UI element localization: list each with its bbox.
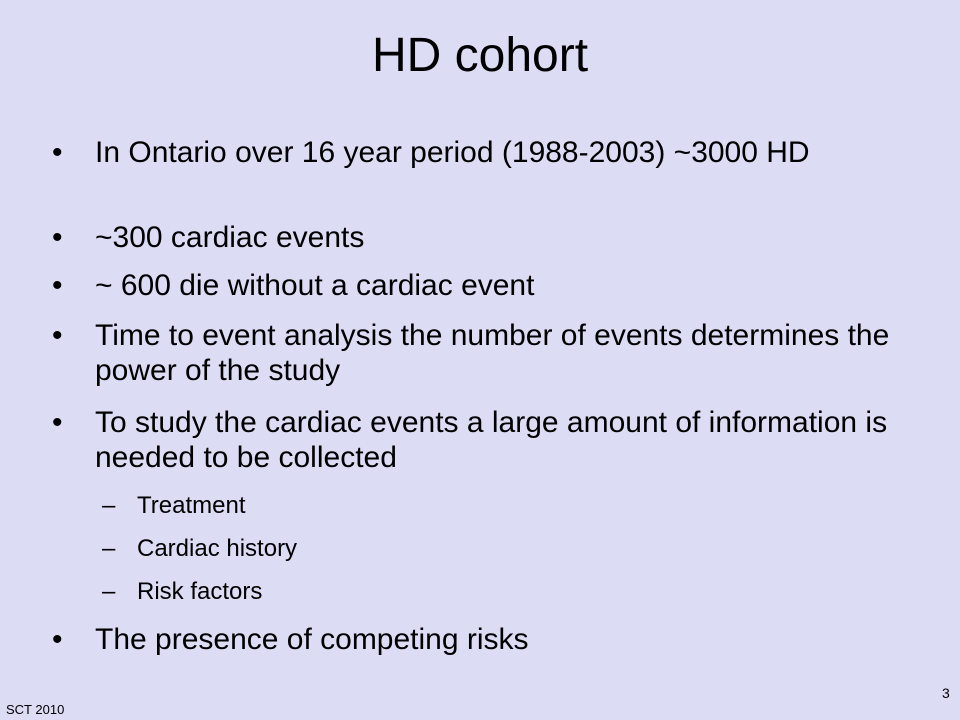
bullet-dot-icon: • (52, 269, 63, 302)
dash-icon: – (102, 578, 116, 605)
bullet-text: In Ontario over 16 year period (1988-2003) ~3000 HD (95, 136, 810, 169)
sub-bullet-text: Treatment (137, 492, 246, 519)
page-number: 3 (942, 685, 950, 701)
dash-icon: – (102, 535, 116, 562)
footer-label: SCT 2010 (6, 702, 65, 717)
sub-bullet-text: Risk factors (137, 578, 263, 605)
bullet-text: To study the cardiac events a large amount of information is needed to be collected (95, 406, 888, 474)
bullet-dot-icon: • (52, 406, 63, 439)
bullet-dot-icon: • (52, 136, 63, 169)
bullet-text: The presence of competing risks (95, 623, 529, 656)
bullet-dot-icon: • (52, 623, 63, 656)
bullet-text: ~300 cardiac events (95, 221, 365, 254)
bullet-dot-icon: • (52, 319, 63, 352)
sub-bullet-text: Cardiac history (137, 535, 298, 562)
slide-title: HD cohort (371, 29, 589, 82)
bullet-text: Time to event analysis the number of events determines the power of the study (95, 319, 890, 387)
dash-icon: – (102, 492, 116, 519)
bullet-text: ~ 600 die without a cardiac event (95, 269, 535, 302)
bullet-dot-icon: • (52, 221, 63, 254)
